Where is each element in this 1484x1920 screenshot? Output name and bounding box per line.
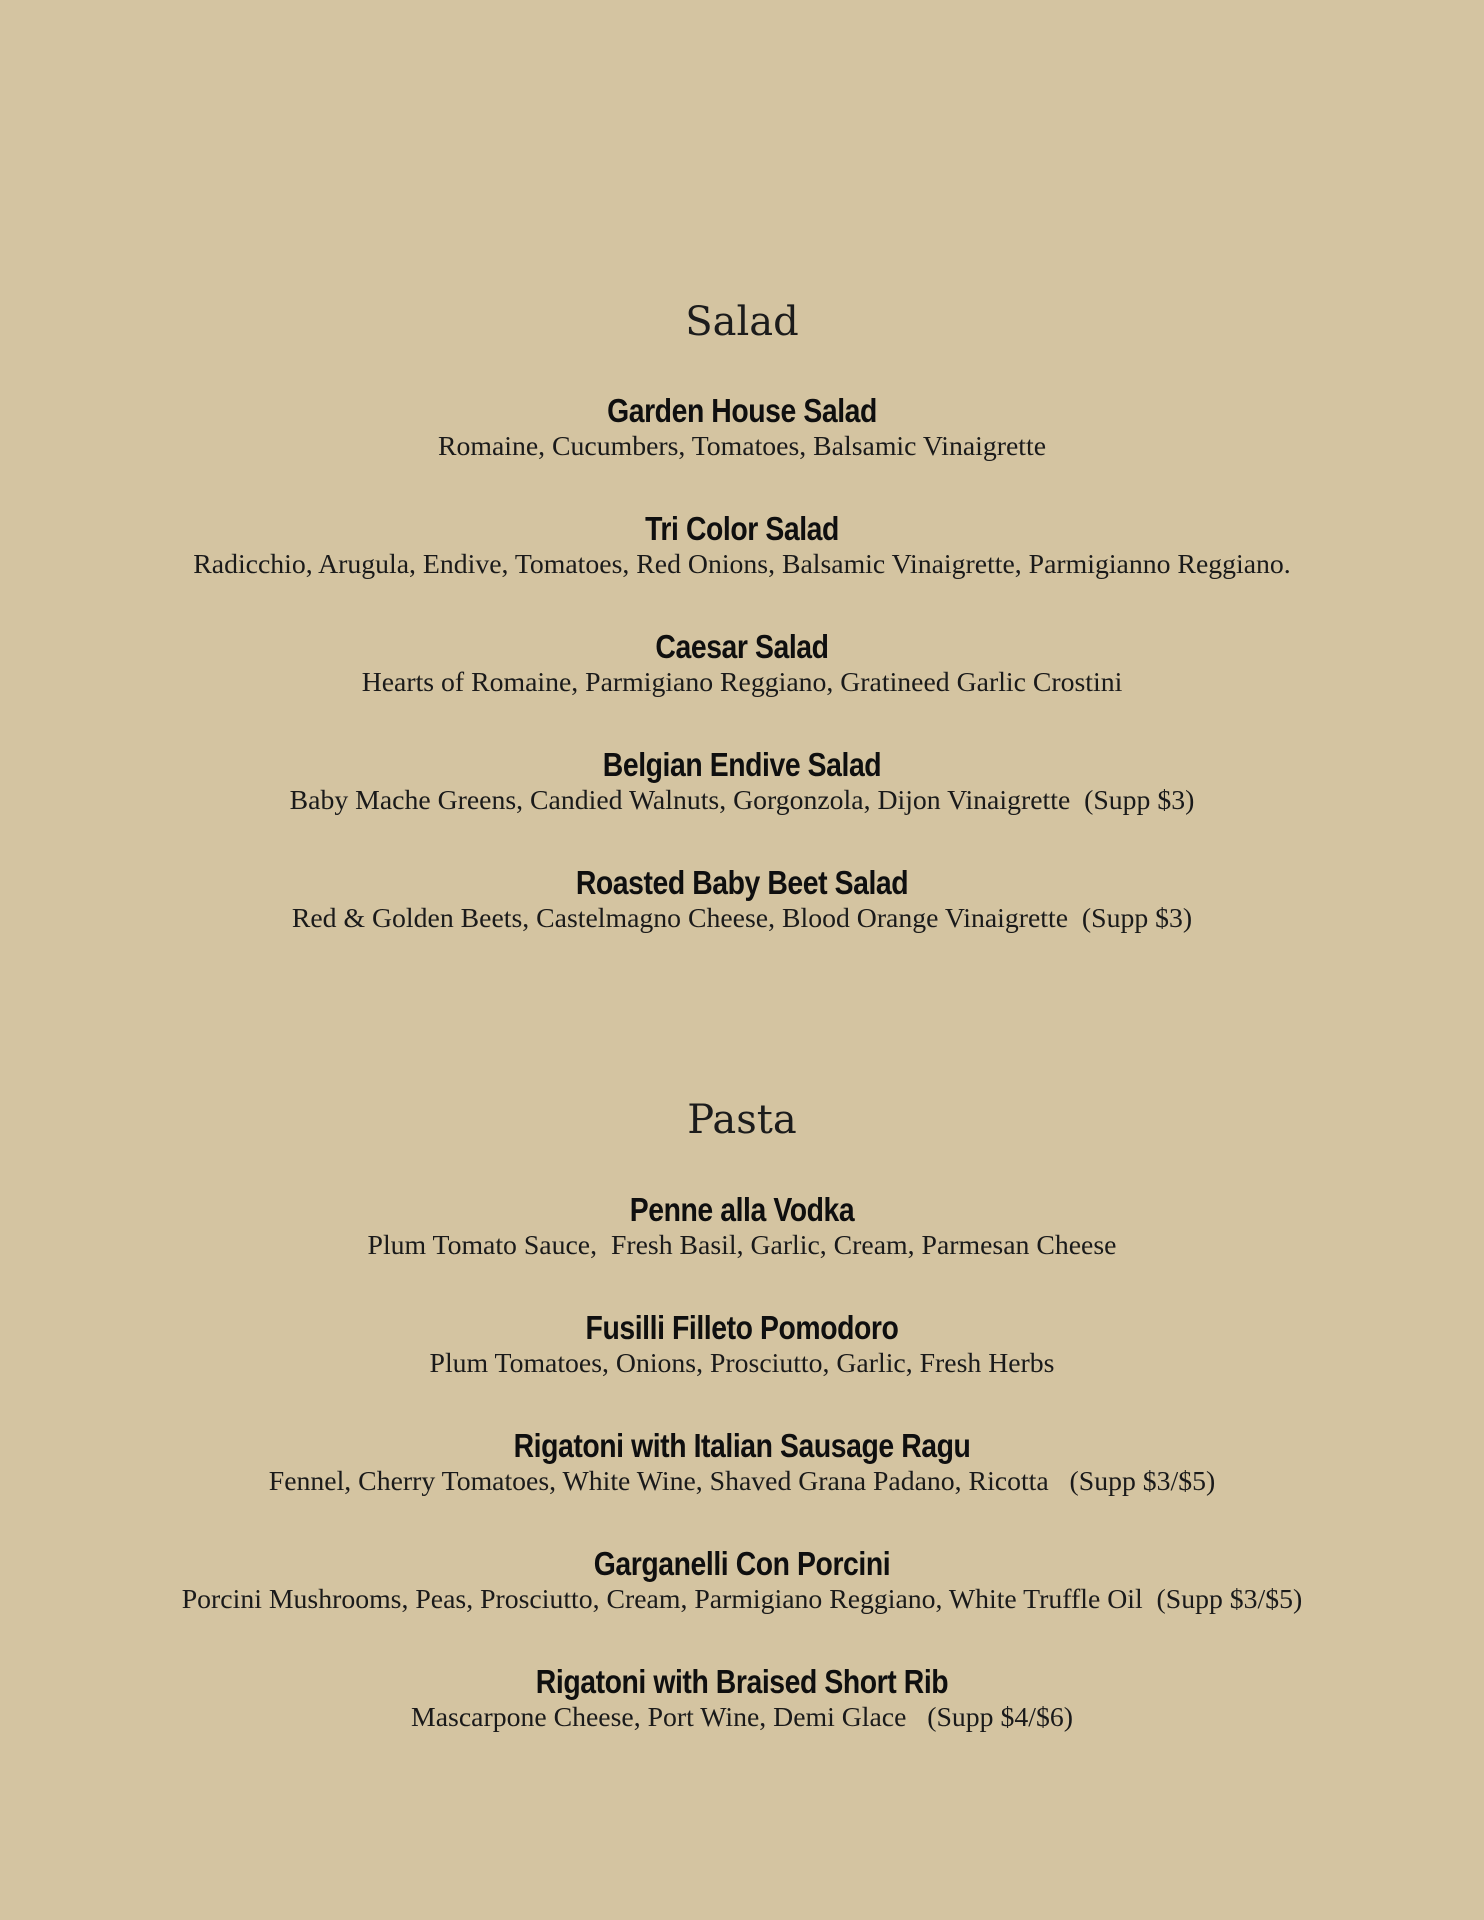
menu-item-belgian-endive-salad bbox=[0, 746, 1484, 818]
menu-item-description: Plum Tomatoes, Onions, Prosciutto, Garlic, Fresh Herbs bbox=[429, 1348, 1055, 1379]
menu-item-name: Roasted Baby Beet Salad bbox=[575, 864, 909, 901]
menu-item-name: Penne alla Vodka bbox=[629, 1191, 855, 1228]
menu-item-name: Fusilli Filleto Pomodoro bbox=[585, 1309, 899, 1346]
menu-item-roasted-baby-beet-salad bbox=[0, 864, 1484, 936]
menu-item-description: Porcini Mushrooms, Peas, Prosciutto, Cream, Parmigiano Reggiano, White Truffle Oil (Supp $3/$5) bbox=[181, 1584, 1303, 1615]
menu-item-description: Hearts of Romaine, Parmigiano Reggiano, Gratineed Garlic Crostini bbox=[361, 667, 1123, 698]
menu-item-tri-color-salad bbox=[0, 510, 1484, 582]
menu-item-rigatoni-braised-short-rib bbox=[0, 1663, 1484, 1735]
menu-item-name: Rigatoni with Italian Sausage Ragu bbox=[513, 1427, 971, 1464]
menu-item-name: Garganelli Con Porcini bbox=[593, 1545, 891, 1582]
menu-item-rigatoni-sausage-ragu bbox=[0, 1427, 1484, 1499]
menu-item-description: Romaine, Cucumbers, Tomatoes, Balsamic Vinaigrette bbox=[437, 431, 1047, 462]
menu-item-name: Belgian Endive Salad bbox=[602, 746, 882, 783]
menu-item-penne-alla-vodka bbox=[0, 1191, 1484, 1263]
section-title-salad: Salad bbox=[685, 299, 799, 345]
menu-item-description: Plum Tomato Sauce, Fresh Basil, Garlic, Cream, Parmesan Cheese bbox=[367, 1230, 1117, 1261]
menu-item-description: Fennel, Cherry Tomatoes, White Wine, Shaved Grana Padano, Ricotta (Supp $3/$5) bbox=[268, 1466, 1216, 1497]
menu-item-description: Red & Golden Beets, Castelmagno Cheese, Blood Orange Vinaigrette (Supp $3) bbox=[291, 903, 1193, 934]
menu-item-caesar-salad bbox=[0, 628, 1484, 700]
menu-item-name: Garden House Salad bbox=[607, 392, 877, 429]
section-title-pasta: Pasta bbox=[687, 1097, 797, 1143]
menu-item-description: Radicchio, Arugula, Endive, Tomatoes, Red Onions, Balsamic Vinaigrette, Parmigianno Reggiano. bbox=[193, 549, 1291, 580]
menu-item-name: Tri Color Salad bbox=[645, 510, 839, 547]
menu-item-fusilli-filleto-pomodoro bbox=[0, 1309, 1484, 1381]
menu-item-name: Rigatoni with Braised Short Rib bbox=[535, 1663, 949, 1700]
menu-item-name: Caesar Salad bbox=[655, 628, 829, 665]
menu-item-garden-house-salad bbox=[0, 392, 1484, 464]
menu-item-description: Baby Mache Greens, Candied Walnuts, Gorgonzola, Dijon Vinaigrette (Supp $3) bbox=[289, 785, 1195, 816]
menu-item-description: Mascarpone Cheese, Port Wine, Demi Glace (Supp $4/$6) bbox=[411, 1702, 1073, 1733]
menu-item-garganelli-con-porcini bbox=[0, 1545, 1484, 1617]
